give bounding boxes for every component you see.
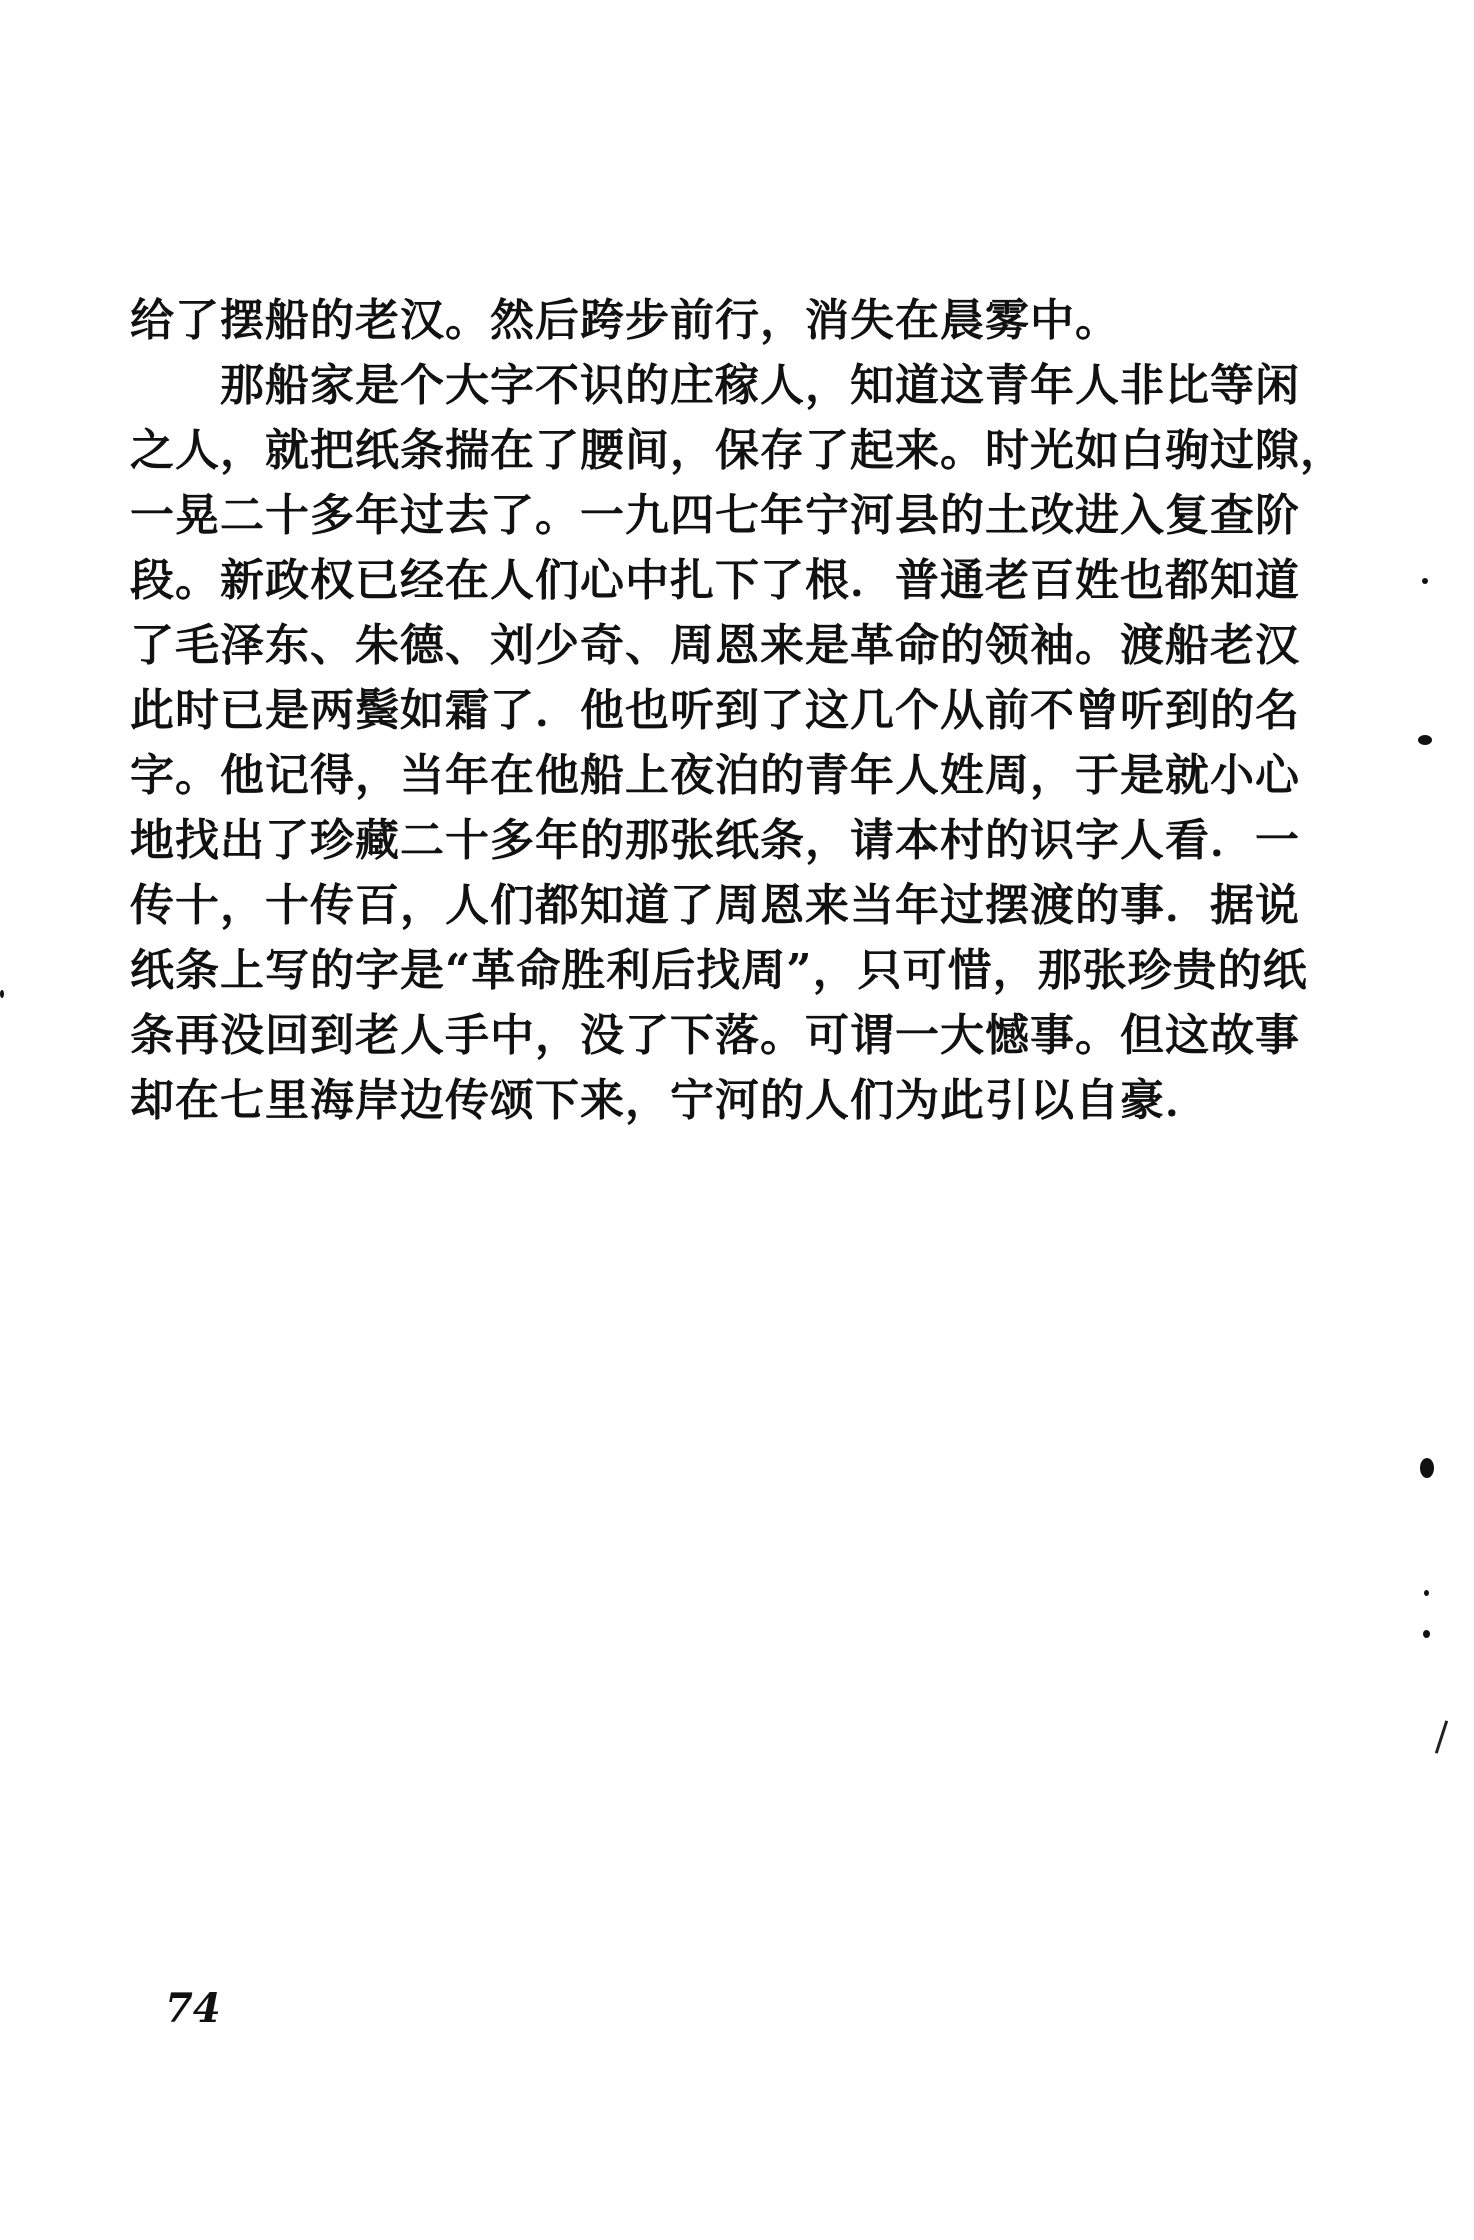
scan-speck [1418,735,1432,745]
scan-speck [1424,1590,1429,1596]
page-number: 74 [165,1985,221,2032]
scan-mark [1435,1720,1448,1753]
text-line: 字。他记得，当年在他船上夜泊的青年人姓周，于是就小心 [130,750,1300,801]
scan-speck [1420,1458,1434,1478]
text-line: 了毛泽东、朱德、刘少奇、周恩来是革命的领袖。渡船老汉 [130,620,1300,671]
text-line: 纸条上写的字是“革命胜利后找周”，只可惜，那张珍贵的纸 [130,945,1308,996]
text-line: 地找出了珍藏二十多年的那张纸条，请本村的识字人看．一 [130,815,1300,866]
text-line: 那船家是个大字不识的庄稼人，知道这青年人非比等闲 [130,360,1300,411]
scan-speck [1422,578,1428,584]
text-line: 却在七里海岸边传颂下来，宁河的人们为此引以自豪． [130,1075,1210,1126]
scan-speck [0,990,4,998]
text-line: 段。新政权已经在人们心中扎下了根．普通老百姓也都知道 [130,555,1300,606]
text-line: 传十，十传百，人们都知道了周恩来当年过摆渡的事．据说 [130,880,1300,931]
text-line: 之人，就把纸条揣在了腰间，保存了起来。时光如白驹过隙， [130,425,1345,476]
body-text [130,288,1345,1133]
text-line: 此时已是两鬓如霜了．他也听到了这几个从前不曾听到的名 [130,685,1300,736]
text-line: 给了摆船的老汉。然后跨步前行，消失在晨雾中。 [130,295,1120,346]
text-line: 条再没回到老人手中，没了下落。可谓一大憾事。但这故事 [130,1010,1300,1061]
scan-speck [1423,1630,1430,1638]
text-line: 一晃二十多年过去了。一九四七年宁河县的土改进入复查阶 [130,490,1300,541]
